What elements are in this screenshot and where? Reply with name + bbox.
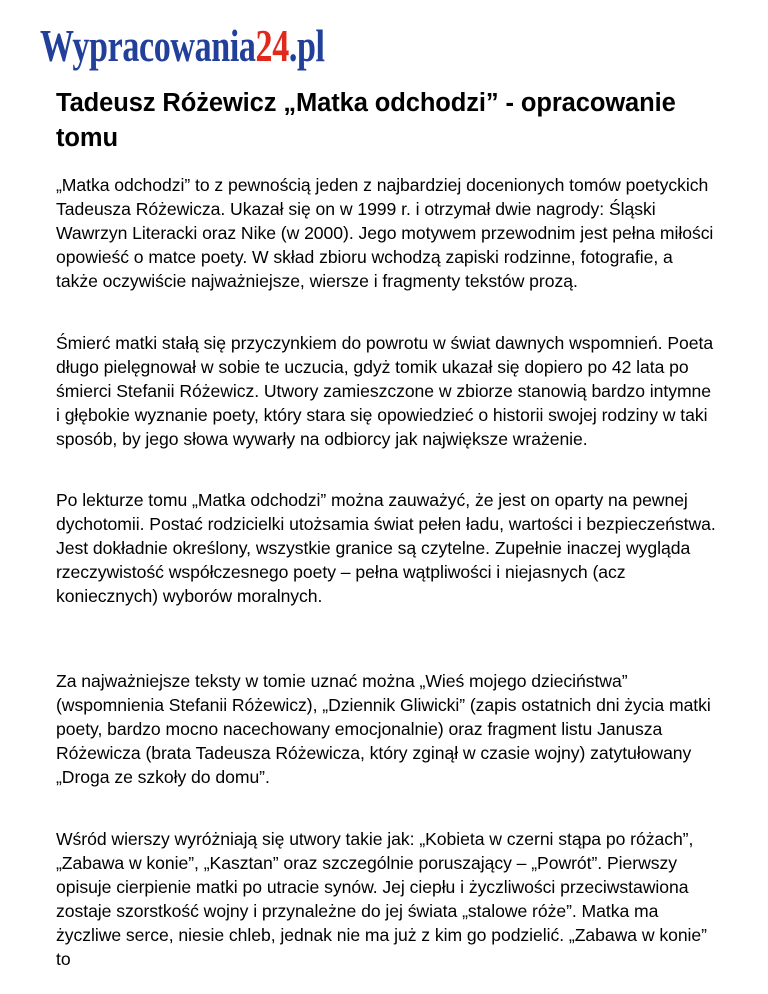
logo-suffix: .pl [288, 20, 325, 71]
article-paragraph-2: Śmierć matki stałą się przyczynkiem do powrotu w świat dawnych wspomnień. Poeta długo pielęgnował w sobie te uczucia, gdyż tomik ukazał się dopiero po 42 lata po śmierci Stefanii Różewicz. Utwory zamieszczone w zbiorze stanowią bardzo intymne i głębokie wyznanie poety, który stara się opowiedzieć o historii swojej rodziny w taki sposób, by jego słowa wywarły na odbiorcy jak największe wrażenie. [56, 333, 714, 449]
article-paragraph-4: Za najważniejsze teksty w tomie uznać można „Wieś mojego dzieciństwa” (wspomnienia Stefanii Różewicz), „Dziennik Gliwicki” (zapis ostatnich dni życia matki poety, bardzo mocno nacechowany emocjonalnie) oraz fragment listu Janusza Różewicza (brata Tadeusza Różewicza, który zginął w czasie wojny) zatytułowany „Droga ze szkoły do domu”. [56, 671, 711, 787]
article-title: Tadeusz Różewicz „Matka odchodzi” - opracowanie tomu [56, 89, 676, 152]
article-paragraph-1: „Matka odchodzi” to z pewnością jeden z najbardziej docenionych tomów poetyckich Tadeusza Różewicza. Ukazał się on w 1999 r. i otrzymał dwie nagrody: Śląski Wawrzyn Literacki oraz Nike (w 2000). Jego motywem przewodnim jest pełna miłości opowieść o matce poety. W skład zbioru wchodzą zapiski rodzinne, fotografie, a także oczywiście najważniejsze, wiersze i fragmenty tekstów prozą. [56, 175, 714, 291]
logo-wordmark [40, 16, 325, 76]
article-paragraph-5: Wśród wierszy wyróżniają się utwory takie jak: „Kobieta w czerni stąpa po różach”, „Zabawa w konie”, „Kasztan” oraz szczególnie poruszający – „Powrót”. Pierwszy opisuje cierpienie matki po utracie synów. Jej ciepłu i życzliwości przeciwstawiona zostaje szorstkość wojny i przynależne do jej świata „stalowe róże”. Matka ma życzliwe serce, niesie chleb, jednak nie ma już z kim go podzielić. „Zabawa w konie” to [56, 829, 707, 969]
logo-main-text: Wypracowania [40, 20, 256, 71]
article [56, 86, 716, 969]
logo-number: 24 [255, 20, 289, 71]
site-logo[interactable] [40, 16, 325, 80]
article-paragraph-3: Po lekturze tomu „Matka odchodzi” można zauważyć, że jest on oparty na pewnej dychotomii. Postać rodzicielki utożsamia świat pełen ładu, wartości i bezpieczeństwa. Jest dokładnie określony, wszystkie granice są czytelne. Zupełnie inaczej wygląda rzeczywistość współczesnego poety – pełna wątpliwości i niejasnych (acz koniecznych) wyborów moralnych. [56, 490, 716, 606]
